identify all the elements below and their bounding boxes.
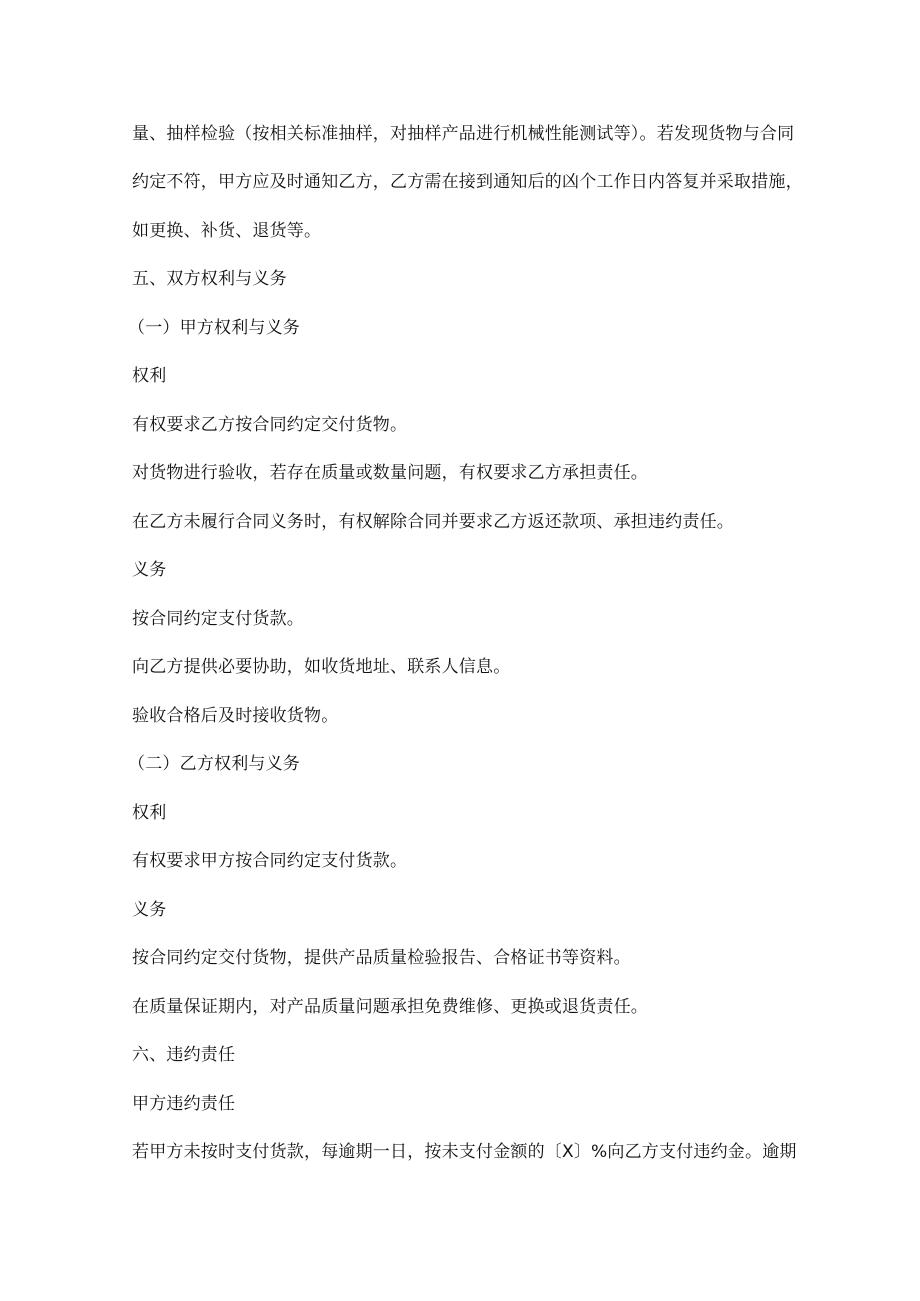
paragraph-line: 若甲方未按时支付货款，每逾期一日，按未支付金额的〔X〕%向乙方支付违约金。逾期 (132, 1142, 797, 1162)
subsection-heading: （二）乙方权利与义务 (128, 754, 300, 774)
section-heading: 五、双方权利与义务 (132, 269, 287, 289)
paragraph-line: 对货物进行验收，若存在质量或数量问题，有权要求乙方承担责任。 (132, 463, 648, 483)
section-heading: 六、违约责任 (132, 1045, 236, 1065)
paragraph-line: 向乙方提供必要协助，如收货地址、联系人信息。 (132, 657, 511, 677)
paragraph-line: 有权要求乙方按合同约定交付货物。 (132, 415, 408, 435)
paragraph-line: 验收合格后及时接收货物。 (132, 706, 339, 726)
paragraph-line: 按合同约定支付货款。 (132, 609, 304, 629)
paragraph-line: 按合同约定交付货物，提供产品质量检验报告、合格证书等资料。 (132, 948, 631, 968)
paragraph-line: 约定不符，甲方应及时通知乙方，乙方需在接到通知后的凶个工作日内答复并采取措施， (132, 172, 803, 192)
subheading-party-a-liability: 甲方违约责任 (132, 1094, 236, 1114)
paragraph-line: 如更换、补货、退货等。 (132, 221, 322, 241)
paragraph-line: 有权要求甲方按合同约定支付货款。 (132, 851, 408, 871)
paragraph-line: 量、抽样检验（按相关标准抽样，对抽样产品进行机械性能测试等）。若发现货物与合同 (132, 124, 795, 144)
subheading-rights: 权利 (132, 366, 167, 386)
paragraph-line: 在乙方未履行合同义务时，有权解除合同并要求乙方返还款项、承担违约责任。 (132, 512, 734, 532)
subheading-obligations: 义务 (132, 560, 167, 580)
subheading-obligations: 义务 (132, 900, 167, 920)
subheading-rights: 权利 (132, 803, 167, 823)
subsection-heading: （一）甲方权利与义务 (128, 318, 300, 338)
paragraph-line: 在质量保证期内，对产品质量问题承担免费维修、更换或退货责任。 (132, 997, 648, 1017)
